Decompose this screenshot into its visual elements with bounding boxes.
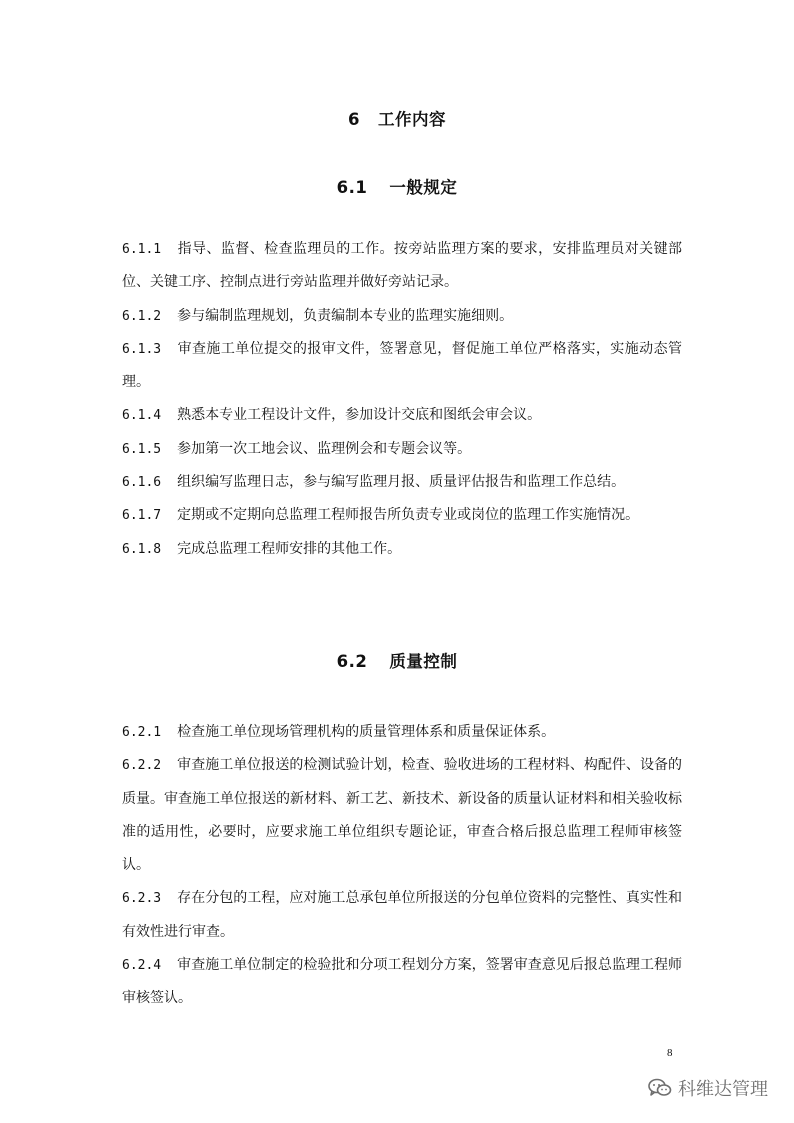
clause-number: 6.1.6 bbox=[122, 475, 162, 491]
section-title: 质量控制 bbox=[389, 652, 458, 671]
section-heading-6-1 bbox=[0, 174, 794, 198]
chapter-number: 6 bbox=[348, 110, 360, 129]
clause-number: 6.2.4 bbox=[122, 958, 162, 974]
chapter-heading bbox=[0, 106, 794, 130]
clause-6-2-3 bbox=[122, 882, 682, 949]
clause-number: 6.1.2 bbox=[122, 308, 162, 324]
clause-text: 参加第一次工地会议、监理例会和专题会议等。 bbox=[177, 440, 472, 457]
clause-6-1-5 bbox=[122, 433, 682, 466]
clause-number: 6.1.8 bbox=[122, 541, 162, 557]
clause-text: 完成总监理工程师安排的其他工作。 bbox=[177, 540, 402, 557]
section-6-2-body bbox=[122, 716, 682, 1016]
clause-number: 6.1.5 bbox=[122, 441, 162, 457]
clause-6-1-2 bbox=[122, 300, 682, 333]
watermark-text: 科维达管理 bbox=[678, 1079, 768, 1100]
section-number: 6.1 bbox=[336, 178, 368, 197]
clause-text: 定期或不定期向总监理工程师报告所负责专业或岗位的监理工作实施情况。 bbox=[177, 507, 640, 524]
chapter-title: 工作内容 bbox=[377, 110, 446, 129]
clause-number: 6.2.3 bbox=[122, 891, 162, 907]
clause-6-1-7 bbox=[122, 499, 682, 532]
clause-6-1-4 bbox=[122, 399, 682, 432]
clause-6-1-8 bbox=[122, 533, 682, 566]
clause-number: 6.2.1 bbox=[122, 725, 162, 740]
clause-text: 参与编制监理规划，负责编制本专业的监理实施细则。 bbox=[177, 307, 514, 324]
clause-number: 6.2.2 bbox=[122, 758, 162, 774]
clause-number: 6.1.3 bbox=[122, 341, 162, 357]
clause-text: 熟悉本专业工程设计文件，参加设计交底和图纸会审会议。 bbox=[177, 407, 542, 424]
clause-6-2-4 bbox=[122, 949, 682, 1016]
wechat-icon bbox=[648, 1078, 672, 1098]
clause-6-1-3 bbox=[122, 333, 682, 400]
clause-text: 检查施工单位现场管理机构的质量管理体系和质量保证体系。 bbox=[177, 724, 556, 740]
clause-6-1-6 bbox=[122, 466, 682, 499]
watermark bbox=[648, 1075, 768, 1101]
clause-text: 审查施工单位制定的检验批和分项工程划分方案，签署审查意见后报总监理工程师审核签认。 bbox=[122, 957, 682, 1007]
clause-6-2-2 bbox=[122, 749, 682, 882]
clause-text: 审查施工单位报送的检测试验计划，检查、验收进场的工程材料、构配件、设备的质量。审查施工单位报送的新材料、新工艺、新技术、新设备的质量认证材料和相关验收标准的适用性，必要时，应要求施工单位组织专题论证，审查合格后报总监理工程师审核签认。 bbox=[122, 757, 682, 874]
section-6-1-body bbox=[122, 233, 682, 566]
clause-text: 组织编写监理日志，参与编写监理月报、质量评估报告和监理工作总结。 bbox=[177, 474, 626, 491]
section-number: 6.2 bbox=[336, 652, 368, 671]
clause-number: 6.1.1 bbox=[122, 242, 162, 257]
clause-6-2-1 bbox=[122, 716, 682, 749]
clause-text: 存在分包的工程，应对施工总承包单位所报送的分包单位资料的完整性、真实性和有效性进行审查。 bbox=[122, 890, 682, 940]
section-title: 一般规定 bbox=[389, 178, 458, 197]
clause-number: 6.1.4 bbox=[122, 408, 162, 424]
section-heading-6-2 bbox=[0, 648, 794, 672]
clause-number: 6.1.7 bbox=[122, 508, 162, 524]
clause-text: 审查施工单位提交的报审文件，签署意见，督促施工单位严格落实，实施动态管理。 bbox=[122, 340, 682, 391]
clause-text: 指导、监督、检查监理员的工作。按旁站监理方案的要求，安排监理员对关键部位、关键工序、控制点进行旁站监理并做好旁站记录。 bbox=[122, 241, 682, 291]
page-number: 8 bbox=[667, 1047, 673, 1059]
clause-6-1-1 bbox=[122, 233, 682, 300]
